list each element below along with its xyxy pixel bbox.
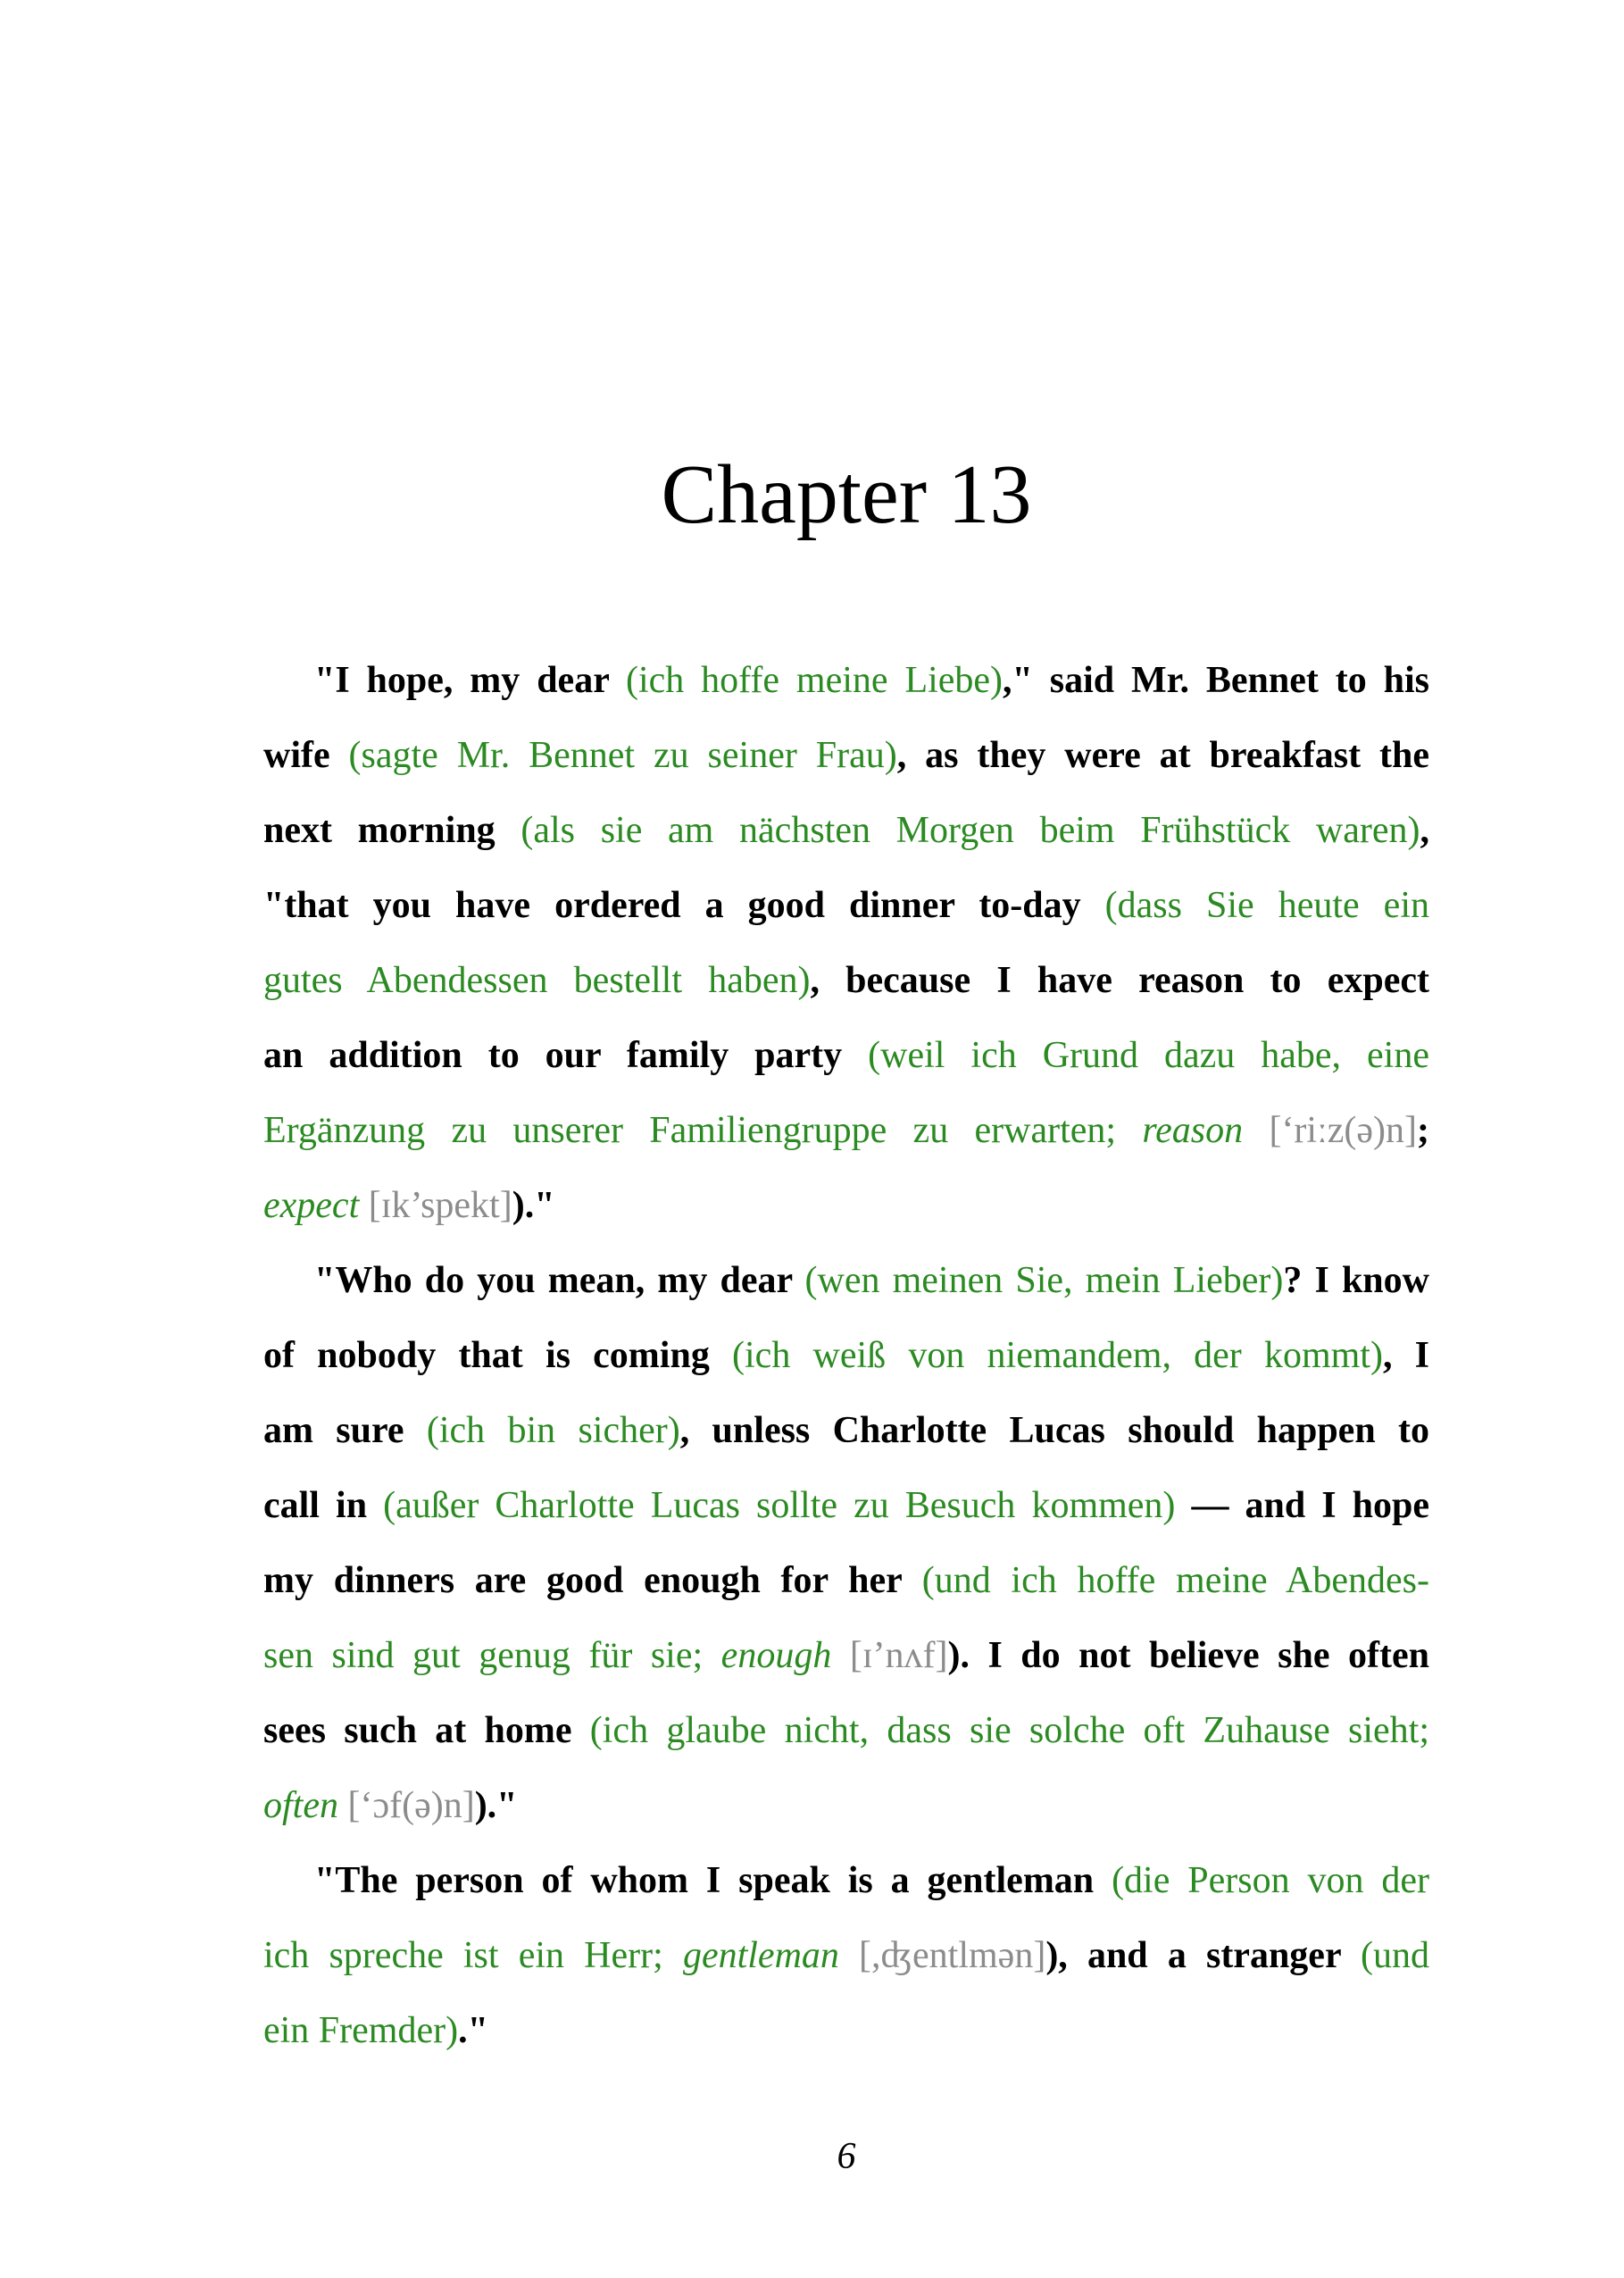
german-translation: (als sie am nächsten Morgen beim Frühstück waren) [521, 810, 1420, 851]
english-text: , unless Charlotte Lucas should happen to [679, 1410, 1429, 1451]
english-text: wife [263, 735, 349, 776]
english-text: ), and a stranger [1045, 1935, 1361, 1976]
english-text: ." [458, 2010, 488, 2051]
text-line [263, 1543, 1429, 1618]
german-translation: sen sind gut genug für sie; [263, 1635, 721, 1676]
english-text: — and I hope [1175, 1485, 1430, 1526]
paragraph [263, 1243, 1429, 1843]
text-line [263, 1168, 1429, 1243]
german-translation: (ich weiß von niemandem, der kommt) [732, 1335, 1383, 1376]
text-line [263, 1918, 1429, 1993]
german-translation: (außer Charlotte Lucas sollte zu Besuch kommen) [383, 1485, 1176, 1526]
text-line [263, 1618, 1429, 1693]
paragraph [263, 1843, 1429, 2068]
english-text: , I [1382, 1335, 1429, 1376]
german-translation: (dass Sie heute ein [1104, 885, 1429, 926]
text-line [263, 718, 1429, 793]
german-translation: (ich hoffe meine Liebe) [625, 660, 1004, 701]
english-text: , [1420, 810, 1430, 851]
english-text: )." [512, 1185, 555, 1226]
german-translation: (ich bin sicher) [426, 1410, 680, 1451]
text-line [263, 1318, 1429, 1393]
english-text: , as they were at breakfast the [896, 735, 1429, 776]
text-line [263, 1843, 1429, 1918]
english-text: ; [1417, 1110, 1429, 1151]
german-translation: (und ich hoffe meine Abendes- [921, 1560, 1429, 1601]
text-line [263, 793, 1429, 868]
english-text: ? I know [1283, 1260, 1429, 1301]
english-text: of nobody that is coming [263, 1335, 733, 1376]
ipa-transcription: [ɪk’spekt] [359, 1185, 512, 1226]
chapter-title: Chapter 13 [661, 448, 1032, 541]
german-translation: (ich glaube nicht, dass sie solche oft Zuhause sieht; [589, 1710, 1429, 1751]
glossed-word: reason [1142, 1110, 1244, 1151]
english-text: "The person of whom I speak is a gentleman [314, 1860, 1112, 1901]
chapter-text [263, 643, 1429, 2068]
german-translation: gutes Abendessen bestellt haben) [263, 960, 811, 1001]
text-line [263, 1393, 1429, 1468]
english-text: "that you have ordered a good dinner to-day [263, 885, 1105, 926]
text-line [263, 868, 1429, 943]
english-text: , because I have reason to expect [810, 960, 1429, 1001]
english-text: )." [474, 1785, 518, 1826]
glossed-word: enough [720, 1635, 832, 1676]
german-translation: (wen meinen Sie, mein Lieber) [804, 1260, 1284, 1301]
german-translation: (weil ich Grund dazu habe, eine [868, 1035, 1429, 1076]
english-text: ," said Mr. Bennet to his [1003, 660, 1430, 701]
english-text: ). I do not believe she often [947, 1635, 1429, 1676]
english-text: my dinners are good enough for her [263, 1560, 922, 1601]
english-text: next morning [263, 810, 521, 851]
page-number: 6 [837, 2136, 856, 2177]
text-line [263, 1018, 1429, 1093]
text-line [263, 943, 1429, 1018]
text-line [263, 1468, 1429, 1543]
ipa-transcription: [ɪ’nʌf] [831, 1635, 948, 1676]
glossed-word: expect [263, 1185, 360, 1226]
english-text: sees such at home [263, 1710, 590, 1751]
english-text: an addition to our family party [263, 1035, 869, 1076]
glossed-word: often [263, 1785, 338, 1826]
text-line [263, 1993, 1429, 2068]
german-translation: (die Person von der [1112, 1860, 1429, 1901]
ipa-transcription: [‘ɔf(ə)n] [337, 1785, 475, 1826]
text-line [263, 1243, 1429, 1318]
german-translation: (und [1361, 1935, 1429, 1976]
german-translation: ich spreche ist ein Herr; [263, 1935, 683, 1976]
ipa-transcription: [,ʤentlmən] [838, 1935, 1046, 1976]
text-line [263, 1693, 1429, 1768]
english-text: "Who do you mean, my dear [314, 1260, 805, 1301]
text-line [263, 643, 1429, 718]
glossed-word: gentleman [682, 1935, 839, 1976]
english-text: "I hope, my dear [314, 660, 626, 701]
german-translation: (sagte Mr. Bennet zu seiner Frau) [348, 735, 897, 776]
text-line [263, 1768, 1429, 1843]
german-translation: ein Fremder) [263, 2010, 459, 2051]
ipa-transcription: [‘riːz(ə)n] [1243, 1110, 1417, 1151]
german-translation: Ergänzung zu unserer Familiengruppe zu erwarten; [263, 1110, 1143, 1151]
paragraph [263, 643, 1429, 1243]
text-line [263, 1093, 1429, 1168]
english-text: call in [263, 1485, 384, 1526]
english-text: am sure [263, 1410, 427, 1451]
